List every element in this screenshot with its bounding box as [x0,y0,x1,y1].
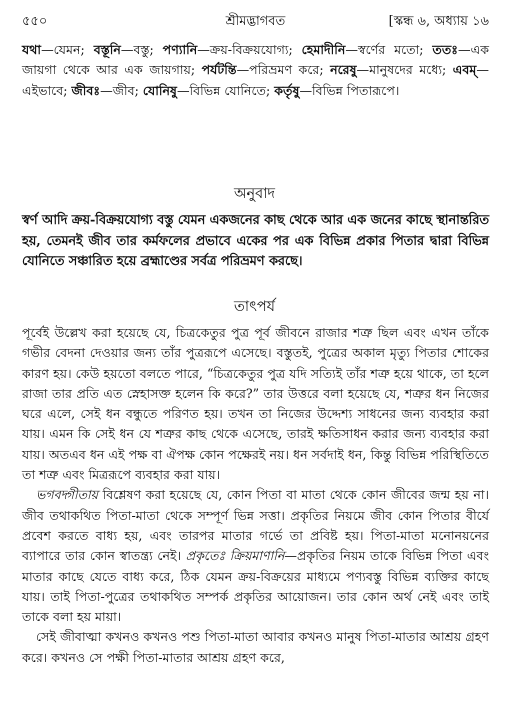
synonym-word: পণ্যানি [162,42,198,57]
page-header [22,12,489,36]
synonym-meaning: স্বর্ণের মতো; [357,42,424,57]
purport-block [22,323,489,668]
synonym-meaning: পরিভ্রমণ করে; [249,62,324,78]
synonym-meaning: এক জায়গা থেকে আর এক জায়গায়; [22,42,490,78]
synonym-word: নরেষু [330,62,357,78]
purport-heading: তাৎপর্য [233,299,276,315]
synonym-word: কর্তৃষু [274,82,300,98]
synonym-meaning: বিভিন্ন পিতারূপে। [312,82,400,98]
synonym-word: বস্তূনি [93,42,121,57]
scripture-citation: ভগবদ্গীতায় [36,487,99,503]
synonym-word: ততঃ [432,42,459,57]
purport-text: —প্রকৃতির নিয়ম তাকে বিভিন্ন পিতা এবং মাতার কাছে যেতে বাধ্য করে, ঠিক যেমন ক্রয়-বিক্রয়ের মাধ্যমে পণ্যবস্তু বিভিন্ন ব্যক্তির কাছে যায়। তাই পিতা-পুত্রের তথাকথিত সম্পর্ক প্রকৃতির আয়োজন। তার কোন অর্থ নেই এবং তাই তাকে বলা হয় মায়া। [22,548,489,625]
synonym-word: হেমাদীনি [301,42,346,57]
purport-text: বিশ্লেষণ করা হয়েছে যে, কোন পিতা বা মাতা থেকে কোন জীবের জন্ম হয় না। জীব তথাকথিত পিতা-মাতা থেকে সম্পূর্ণ ভিন্ন সত্তা। প্রকৃতির নিয়মে জীব কোন পিতার বীর্যে প্রবেশ করতে বাধ্য হয়, এবং তারপর মাতার গর্ভে তা প্রবিষ্ট হয়। পিতা-মাতা মনোনয়নের ব্যাপারে তার কোন স্বাতন্ত্র্য নেই। [22,487,489,564]
synonym-word: যোনিষু [142,82,177,98]
purport-paragraph-3: সেই জীবাত্মা কখনও কখনও পশু পিতা-মাতা আবার কখনও মানুষ পিতা-মাতার আশ্রয় গ্রহণ করে। কখনও সে পক্ষী পিতা-মাতার আশ্রয় গ্রহণ করে, [22,629,489,665]
page-number: ৫৫০ [22,14,48,29]
synonym-word: জীবঃ [71,82,101,98]
synonym-meaning: যেমন; [53,42,85,57]
purport-paragraph-1: পূর্বেই উল্লেখ করা হয়েছে যে, চিত্রকেতুর পুত্র পূর্ব জীবনে রাজার শত্রু ছিল এবং এখন তাঁকে গভীর বেদনা দেওয়ার জন্য তাঁর পুত্ররূপে এসেছে। বস্তুতই, পুত্রের অকাল মৃত্যু পিতার শোকের কারণ হয়। কেউ হয়তো বলতে পারে, “চিত্রকেতুর পুত্র যদি সত্যিই তাঁর শত্রু হয়ে থাকে, তা হলে রাজা তার প্রতি এত স্নেহাসক্ত হলেন কি করে?” তার উত্তরে বলা হয়েছে যে, শত্রুর ধন নিজের ঘরে এলে, সেই ধন বন্ধুতে পরিণত হয়। তখন তা নিজের উদ্দেশ্য সাধনের জন্য ব্যবহার করা যায়। এমন কি সেই ধন যে শত্রুর কাছ থেকে এসেছে, তারই ক্ষতিসাধন করার জন্য ব্যবহার করা যায়। অতএব ধন এই পক্ষ বা ঐপক্ষ কোন পক্ষেরই নয়। ধন সর্বদাই ধন, কিন্তু বিভিন্ন পরিস্থিতিতে তা শত্রু এবং মিত্ররূপে ব্যবহার করা যায়। [22,325,489,483]
synonym-word: যথা [22,42,42,57]
translation-heading: অনুবাদ [233,186,276,202]
synonym-word: এবম্ [452,62,477,78]
synonym-meaning: মানুষদের মধ্যে; [369,62,447,78]
synonym-meaning: বিভিন্ন যোনিতে; [189,82,271,98]
translation-text: স্বর্ণ আদি ক্রয়-বিক্রয়যোগ্য বস্তু যেমন একজনের কাছ থেকে আর এক জনের কাছে স্থানান্তরিত হয়, তেমনই জীব তার কর্মফলের প্রভাবে একের পর এক বিভিন্ন প্রকার পিতার দ্বারা বিভিন্ন যোনিতে সঞ্চারিত হয়ে ব্রহ্মাণ্ডের সর্বত্র পরিভ্রমণ করছে। [22,213,489,269]
synonyms-block: যথা—যেমন; বস্তূনি—বস্তু; পণ্যানি—ক্রয়-বিক্রয়যোগ্য; হেমাদীনি—স্বর্ণের মতো; ততঃ—এক জায়গা থেকে আর এক জায়গায়; পর্যটন্তি—পরিভ্রমণ করে; নরেষু—মানুষদের মধ্যে; এবম্—এইভাবে; জীবঃ—জীব; যোনিষু—বিভিন্ন যোনিতে; কর্তৃষু—বিভিন্ন পিতারূপে। [22,42,490,98]
synonym-meaning: ক্রয়-বিক্রয়যোগ্য; [209,42,293,57]
synonym-word: পর্যটন্তি [201,62,237,78]
synonym-meaning: বস্তু; [133,42,154,57]
purport-paragraph-2 [22,485,489,627]
synonym-meaning: এইভাবে; [22,82,68,98]
synonym-meaning: জীব; [112,82,139,98]
chapter-reference: [স্কন্ধ ৬, অধ্যায় ১৬ [388,14,489,29]
sanskrit-quote: প্রকৃতেঃ ক্রিয়মাণানি [185,548,285,564]
book-title: শ্রীমদ্ভাগবত [225,14,286,29]
